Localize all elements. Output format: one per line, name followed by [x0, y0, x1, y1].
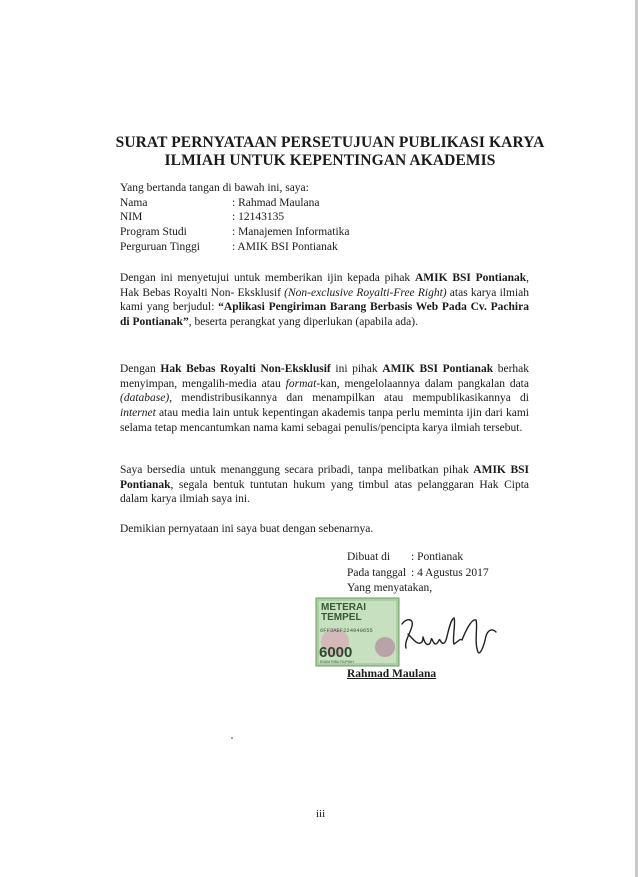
text-run: , beserta perangkat yang diperlukan (apabila ada).	[188, 316, 418, 329]
scan-speck	[231, 737, 233, 739]
field-label: Nama	[120, 197, 148, 209]
text-run-italic: (database)	[120, 392, 170, 405]
field-label: NIM	[120, 211, 143, 223]
document-title-line-2: ILMIAH UNTUK KEPENTINGAN AKADEMIS	[164, 152, 496, 169]
field-nim	[120, 210, 284, 224]
stamp-amount: 6000	[319, 644, 353, 661]
work-title: “Aplikasi Pengiriman Barang Berbasis Web Pada Cv. Pachira di Pontianak”	[120, 301, 529, 329]
text-run-bold: AMIK BSI Pontianak	[120, 464, 530, 491]
field-label: Perguruan Tinggi	[120, 241, 200, 253]
signed-place	[347, 550, 463, 564]
handwritten-signature	[398, 612, 504, 662]
paragraph-rights	[120, 362, 529, 436]
text-run: berhak menyimpan, mengalih-media atau	[120, 363, 530, 390]
text-run-bold: AMIK BSI Pontianak	[414, 272, 527, 284]
page-number: iii	[316, 808, 326, 820]
text-run: , Hak Bebas Royalti Non- Eksklusif	[120, 272, 530, 299]
field-value: : Rahmad Maulana	[232, 197, 320, 209]
text-run: atau media lain untuk kepentingan akademis tanpa perlu meminta ijin dari kami selama tetap mencantumkan nama kami sebagai penulis/pencipta karya ilmiah tersebut.	[120, 407, 529, 434]
stamp-words: ENAM RIBU RUPIAH	[320, 660, 354, 664]
signer-name: Rahmad Maulana	[347, 668, 437, 680]
field-value: : Manajemen Informatika	[232, 226, 350, 238]
text-run-bold: Hak Bebas Royalti Non-Eksklusif	[160, 363, 331, 375]
intro-text: Yang bertanda tangan di bawah ini, saya:	[120, 182, 309, 194]
field-program	[120, 225, 350, 239]
text-run: -kan, mengelolaannya dalam pangkalan data	[316, 377, 529, 390]
signed-date	[347, 566, 489, 580]
field-institution	[120, 240, 338, 254]
document-title-line-1: SURAT PERNYATAAN PERSETUJUAN PUBLIKASI KARYA	[115, 134, 545, 151]
stamp-line-1: METERAI	[321, 602, 366, 613]
text-run-bold: AMIK BSI Pontianak	[382, 363, 494, 375]
field-name	[120, 196, 320, 210]
text-run: Dengan ini menyetujui untuk memberikan ijin kepada pihak	[120, 272, 415, 284]
place-value: : Pontianak	[411, 551, 464, 563]
revenue-stamp	[315, 597, 400, 667]
text-run-italic: (Non-exclusive Royalti-Free Right)	[284, 286, 447, 299]
stated-by: Yang menyatakan,	[347, 582, 433, 594]
field-value: : AMIK BSI Pontianak	[232, 241, 338, 253]
field-label: Program Studi	[120, 226, 187, 238]
stamp-serial: 6FF3AEF224940655	[320, 627, 373, 634]
date-label: Pada tanggal	[347, 567, 407, 579]
place-label: Dibuat di	[347, 551, 391, 563]
closing-statement: Demikian pernyataan ini saya buat dengan sebenarnya.	[120, 523, 374, 535]
paragraph-liability	[120, 463, 529, 507]
text-run-italic: format	[285, 377, 317, 390]
text-run: , mendistribusikannya dan menampilkan atau mempublikasikannya di	[169, 392, 529, 405]
text-run: Saya bersedia untuk menanggung secara pribadi, tanpa melibatkan pihak	[120, 464, 474, 476]
date-value: : 4 Agustus 2017	[411, 567, 489, 579]
text-run: atas karya ilmiah kami yang berjudul:	[120, 286, 529, 314]
stamp-line-2: TEMPEL	[321, 612, 362, 623]
field-value: : 12143135	[232, 211, 285, 223]
text-run: ini pihak	[330, 363, 383, 375]
text-run-italic: internet	[120, 407, 156, 420]
paragraph-consent	[120, 271, 529, 330]
text-run: , segala bentuk tuntutan hukum yang timbul atas pelanggaran Hak Cipta dalam karya ilmiah saya ini.	[120, 478, 529, 506]
text-run: Dengan	[120, 363, 161, 375]
